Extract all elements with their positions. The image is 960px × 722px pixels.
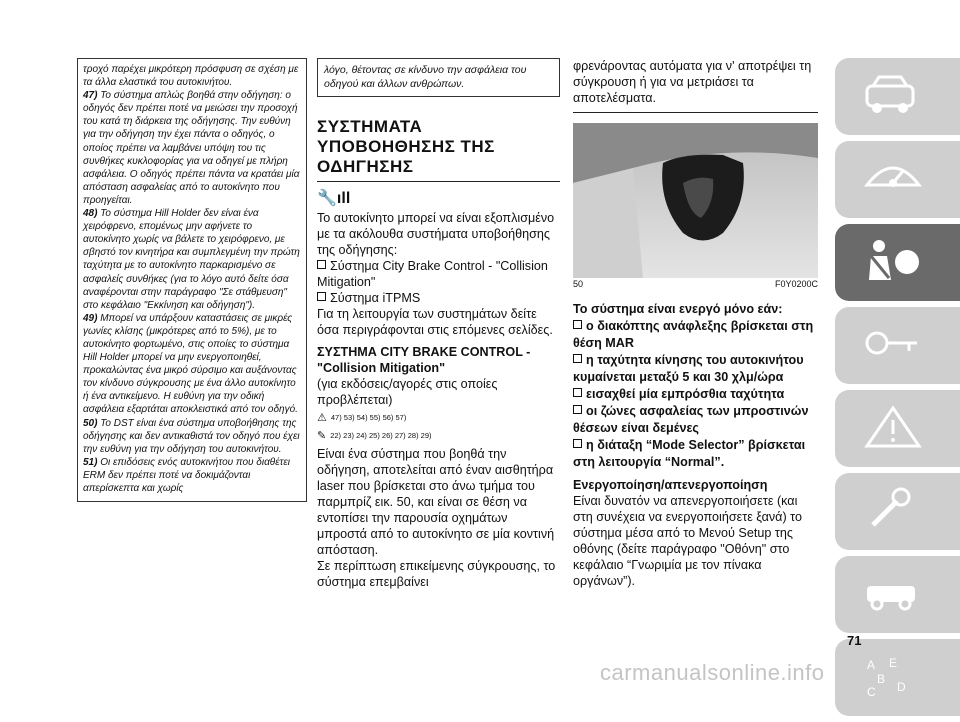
bullet-square-icon [573,354,582,363]
list-item: Σύστημα iTPMS [317,290,560,306]
intro-text: Το αυτοκίνητο μπορεί να είναι εξοπλισμένο με τα ακόλουθα συστήματα υποβοήθησης της οδήγησης: [317,211,555,257]
conditions-title: Το σύστημα είναι ενεργό μόνο εάν: [573,302,783,316]
note-icon: ✎ [317,430,327,442]
tab-starting-driving[interactable] [835,307,960,384]
warning-triangle-icon [863,404,923,449]
notes-box [77,58,307,502]
warning-references: ⚠ 47) 53) 54) 55) 56) 57) [317,412,407,424]
bullet-square-icon [317,292,326,301]
note-paragraph: 51) Οι επιδόσεις ενός αυτοκινήτου που διαθέτει ERM δεν πρέπει ποτέ να δοκιμάζονται απερίσκεπτα και χωρίς [83,456,290,494]
svg-text:E: E [889,656,898,670]
chapter-tabs [835,58,960,722]
svg-text:C: C [867,685,876,698]
divider [573,112,818,113]
warning-triangle-icon: ⚠ [317,412,327,424]
list-item: οι ζώνες ασφαλείας των μπροστινών θέσεων είναι δεμένες [573,404,809,435]
wrench-icon [863,487,923,532]
list-item: η διάταξη “Mode Selector” βρίσκεται στη λειτουργία “Normal”. [573,438,806,469]
list-item: εισαχθεί μία εμπρόσθια ταχύτητα [573,386,818,403]
subsection-title: ΣΥΣΤΗΜΑ CITY BRAKE CONTROL - "Collision Mitigation" [317,345,531,375]
tab-technical-data[interactable] [835,556,960,633]
note-paragraph: 49) Μπορεί να υπάρξουν καταστάσεις σε μικρές γωνίες κλίσης (μικρότερες από το 5%), με το αυτοκίνητο φορτωμένο, στις οποίες το σύστημα Hill Holder μπορεί να μην ενεργοποιηθεί, προκαλώντας ένα μικρό σύρσιμο και αυξάνοντας τον κίνδυνο σύγκρουσης με ένα άλλο αυτοκίνητο ή ένα αντικείμενο. Η ευθύνη για την οδική ασφάλεια εξαρτάται αποκλειστικά από τον οδηγό. [83,312,298,416]
list-item: η ταχύτητα κίνησης του αυτοκινήτου κυμαίνεται μεταξύ 5 και 30 χλμ/ώρα [573,353,804,384]
note-paragraph: 50) Το DST είναι ένα σύστημα υποβοήθησης της οδήγησης και δεν αντικαθιστά τον οδηγό που έχει την ευθύνη για την οδήγηση του αυτοκινήτου. [83,417,300,455]
figure-number: 50 [573,279,584,289]
figure-laser-sensor [573,123,818,278]
note-paragraph: 48) Το σύστημα Hill Holder δεν είναι ένα χειρόφρενο, επομένως μην αφήνετε το αυτοκίνητο χωρίς να βάλετε το χειρόφρενο, με σβηστό τον κινητήρα και συμπλεγμένη την πρώτη ταχύτητα με το αυτοκίνητο παρκαρισμένο σε ασφαλείς συνθήκες (για το λόγο αυτό δείτε όσα αναφέρονται στην παράγραφο "Σε στάθμευση" στο κεφάλαιο "Εκκίνηση και οδήγηση"). [83,208,300,311]
tab-safety[interactable] [835,224,960,301]
body-text: Είναι ένα σύστημα που βοηθά την οδήγηση, αποτελείται από έναν αισθητήρα laser που βρίσκεται στο άνω τμήμα του παρμπρίζ εικ. 50, και είναι σε θέση να εντοπίσει την παρουσία οχημάτων μπροστά από το αυτοκίνητο σε μία κοντινή απόσταση. [317,447,555,557]
svg-text:D: D [897,680,906,694]
section-divider [317,181,560,182]
note-paragraph: 47) Το σύστημα απλώς βοηθά στην οδήγηση: ο οδηγός δεν πρέπει ποτέ να μειώσει την προσοχή του κατά τη διάρκεια της οδήγησης. Την ευθύνη για την οδήγηση την έχει πάντα ο οδηγός, ο οποίος πρέπει να λαμβάνει υπόψη του τις συνθήκες κυκλοφορίας για να οδηγεί με πλήρη ασφάλεια. Ο οδηγός πρέπει πάντα να κρατάει μία απόσταση ασφαλείας από το αυτοκίνητο που προηγείται. [83,90,300,206]
figure-code: F0Y0200C [774,279,818,289]
index-alphabet-icon [863,653,923,698]
tab-dashboard[interactable] [835,141,960,218]
bullet-square-icon [573,439,582,448]
technical-data-car-icon [863,570,923,615]
tab-maintenance[interactable] [835,473,960,550]
body-text: Για τη λειτουργία των συστημάτων δείτε όσα περιγράφονται στις επόμενες σελίδες. [317,307,553,337]
svg-text:B: B [877,672,886,686]
bullet-square-icon [573,405,582,414]
left-column [77,58,307,502]
list-item: Σύστημα City Brake Control - "Collision Mitigation" [317,259,548,289]
page-number: 71 [847,633,862,648]
body-text: Σε περίπτωση επικείμενης σύγκρουσης, το σύστημα επεμβαίνει [317,559,556,589]
middle-column [317,58,560,590]
bullet-square-icon [573,388,582,397]
subsection-note: (για εκδόσεις/αγορές στις οποίες προβλέπεται) [317,377,498,407]
windshield-sensor-illustration [573,123,818,278]
body-text: Είναι δυνατόν να απενεργοποιήσετε (και στη συνέχεια να ενεργοποιήσετε ξανά) το σύστημα μέσα από το Μενού Setup της οθόνης (δείτε παράγραφο "Οθόνη" στο κεφάλαιο “Γνωριμία με τον πίνακα οργάνων”). [573,494,802,588]
tab-index[interactable] [835,639,960,716]
note-number: 49) [83,312,98,324]
conditions-list [573,301,818,471]
dashboard-icon [863,155,923,200]
section-title: ΣΥΣΤΗΜΑΤΑ ΥΠΟΒΟΗΘΗΣΗΣ ΤΗΣ ΟΔΗΓΗΣΗΣ [317,117,495,176]
figure-caption [573,279,818,289]
continued-note-box: λόγο, θέτοντας σε κίνδυνο την ασφάλεια του οδηγού και άλλων ανθρώπων. [317,58,560,97]
bullet-square-icon [317,260,326,269]
car-info-icon [863,72,923,117]
note-number: 50) [83,417,98,429]
note-paragraph: τροχό παρέχει μικρότερη πρόσφυση σε σχέση με τα άλλα ελαστικά του αυτοκινήτου. [83,64,299,89]
right-column [573,58,818,589]
wrench-icon: 🔧 [317,190,337,207]
bullet-square-icon [573,320,582,329]
warning-icons [317,188,560,208]
svg-text:A: A [867,658,876,672]
subsection-title: Ενεργοποίηση/απενεργοποίηση [573,478,768,492]
body-text: φρενάροντας αυτόματα για ν' αποτρέψει τη σύγκρουση ή για να μετριάσει τα αποτελέσματα. [573,59,812,105]
note-number: 48) [83,208,98,220]
warning-bars-icon: ıll [336,190,351,207]
tab-car-info[interactable] [835,58,960,135]
list-item: ο διακόπτης ανάφλεξης βρίσκεται στη θέση MAR [573,319,814,350]
note-number: 51) [83,456,98,468]
watermark: carmanualsonline.info [600,660,825,685]
tab-emergency[interactable] [835,390,960,467]
seatbelt-airbag-icon [863,238,923,283]
note-references: ✎ 22) 23) 24) 25) 26) 27) 28) 29) [317,430,432,442]
note-number: 47) [83,90,98,102]
ignition-key-icon [863,321,923,366]
